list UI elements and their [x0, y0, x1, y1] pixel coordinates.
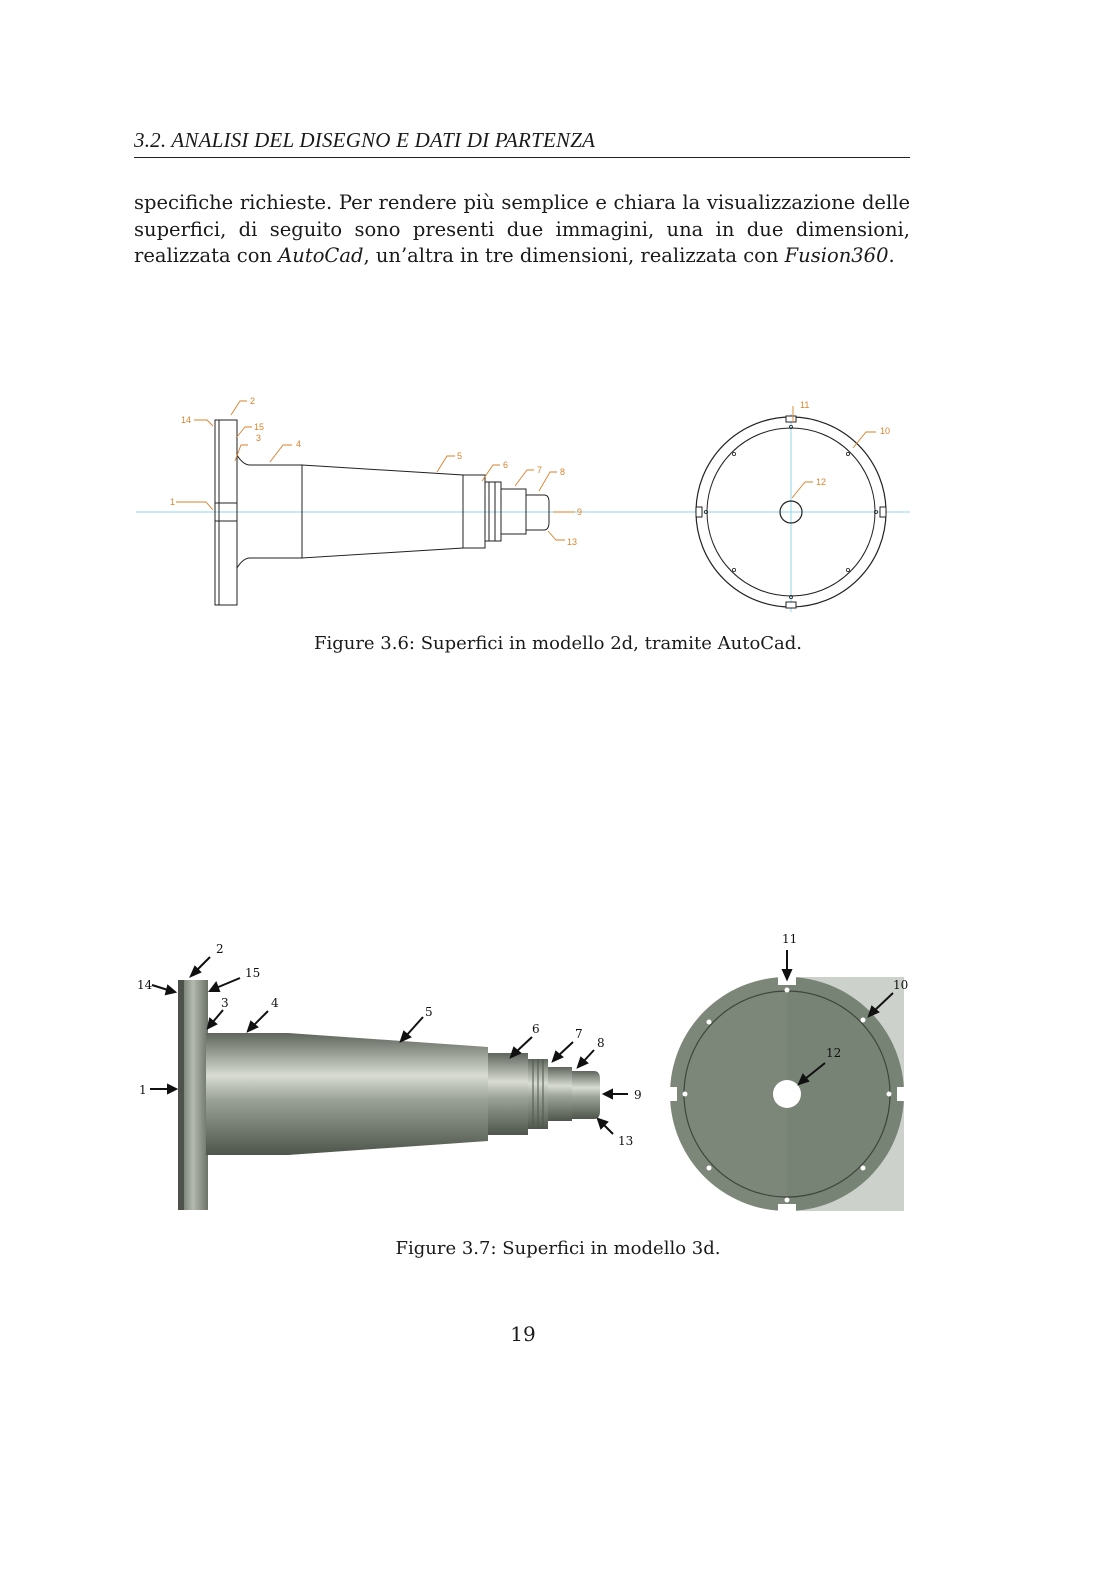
section-number: 3.2.	[134, 128, 167, 152]
label-2d-3: 3	[256, 433, 262, 443]
body-text-2: , un’altra in tre dimensioni, realizzata con	[363, 244, 785, 267]
label-3d-5: 5	[425, 1005, 433, 1019]
running-header	[134, 128, 910, 153]
label-2d-1: 1	[170, 497, 176, 507]
label-3d-7: 7	[575, 1027, 583, 1041]
figure-2d	[0, 390, 1116, 615]
label-2d-9: 9	[577, 507, 583, 517]
body-paragraph	[134, 190, 910, 270]
labels-2d	[170, 396, 890, 547]
label-3d-2: 2	[216, 942, 224, 956]
shaft-3d	[178, 980, 600, 1210]
end-view-disc	[696, 414, 886, 612]
label-3d-3: 3	[221, 996, 229, 1010]
label-2d-12: 12	[816, 477, 827, 487]
label-3d-11: 11	[782, 932, 798, 946]
fusion360-render	[0, 925, 1116, 1220]
label-2d-7: 7	[537, 465, 543, 475]
label-3d-6: 6	[532, 1022, 540, 1036]
body-text-1: specifiche richieste. Per rendere più semplice e chiara la visualizzazione delle superfici, di seguito sono presenti due immagini, una in due dimensioni, realizzata con	[134, 191, 910, 267]
software-autocad: AutoCad	[278, 244, 364, 267]
label-2d-11: 11	[800, 400, 810, 410]
header-rule	[134, 157, 910, 158]
figure-3d	[0, 925, 1116, 1220]
figure-3d-caption: Figure 3.7: Superfici in modello 3d.	[395, 1238, 721, 1259]
label-3d-8: 8	[597, 1036, 605, 1050]
section-title: ANALISI DEL DISEGNO E DATI DI PARTENZA	[171, 128, 596, 152]
label-3d-10: 10	[893, 978, 909, 992]
label-2d-2: 2	[250, 396, 256, 406]
label-2d-4: 4	[296, 439, 302, 449]
label-3d-14: 14	[137, 978, 153, 992]
page-number: 19	[510, 1322, 536, 1346]
autocad-drawing	[0, 390, 1116, 615]
body-text-3: .	[888, 244, 895, 267]
label-2d-6: 6	[503, 460, 509, 470]
label-2d-8: 8	[560, 467, 566, 477]
label-2d-14: 14	[181, 415, 192, 425]
software-fusion360: Fusion360	[784, 244, 889, 267]
label-2d-10: 10	[880, 426, 891, 436]
label-3d-4: 4	[271, 996, 279, 1010]
label-3d-13: 13	[618, 1134, 634, 1148]
label-3d-15: 15	[245, 966, 261, 980]
label-3d-12: 12	[826, 1046, 842, 1060]
label-2d-13: 13	[567, 537, 578, 547]
label-3d-9: 9	[634, 1088, 642, 1102]
label-2d-5: 5	[457, 451, 463, 461]
label-2d-15: 15	[254, 422, 265, 432]
figure-2d-caption: Figure 3.6: Superfici in modello 2d, tramite AutoCad.	[313, 633, 803, 654]
label-3d-1: 1	[139, 1083, 147, 1097]
